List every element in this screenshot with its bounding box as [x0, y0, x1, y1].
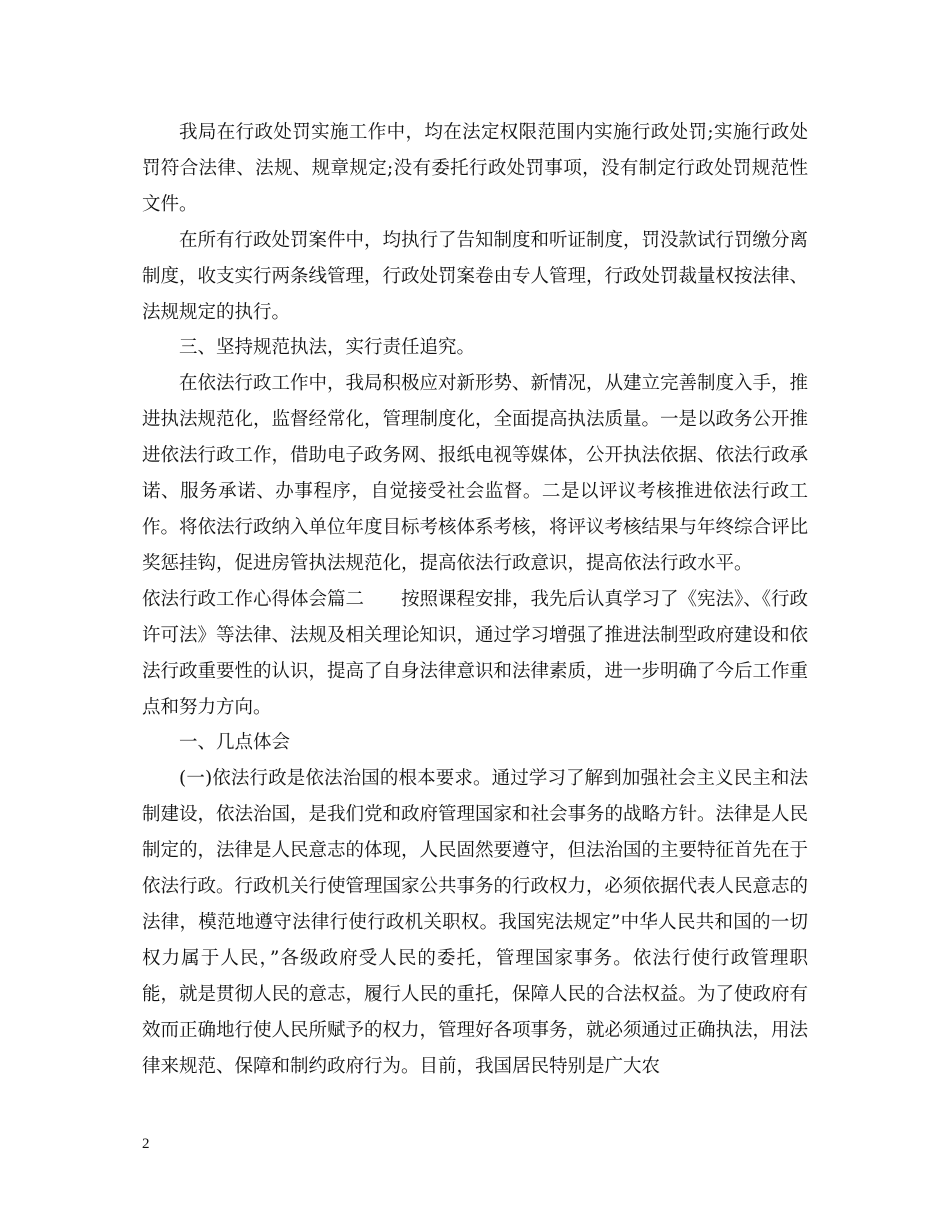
paragraph-2: 在所有行政处罚案件中，均执行了告知制度和听证制度，罚没款试行罚缴分离制度，收支实行两条线管理，行政处罚案卷由专人管理，行政处罚裁量权按法律、法规规定的执行。 [142, 229, 809, 323]
document-body [142, 115, 808, 1084]
page-number: 2 [142, 1136, 150, 1152]
paragraph-1: 我局在行政处罚实施工作中，均在法定权限范围内实施行政处罚;实施行政处罚符合法律、法规、规章规定;没有委托行政处罚事项，没有制定行政处罚规范性文件。 [142, 122, 808, 215]
paragraph-7: (一)依法行政是依法治国的根本要求。通过学习了解到加强社会主义民主和法制建设，依法治国，是我们党和政府管理国家和社会事务的战略方针。法律是人民制定的，法律是人民意志的体现，人民固然要遵守，但法治国的主要特征首先在于依法行政。行政机关行使管理国家公共事务的行政权力，必须依据代表人民意志的法律，模范地遵守法律行使行政机关职权。我国宪法规定”中华人民共和国的一切权力属于人民，”各级政府受人民的委托，管理国家事务。依法行使行政管理职能，就是贯彻人民的意志，履行人民的重托，保障人民的合法权益。为了使政府有效而正确地行使人民所赋予的权力，管理好各项事务，就必须通过正确执法，用法律来规范、保障和制约政府行为。目前，我国居民特别是广大农 [142, 768, 809, 1077]
paragraph-4: 在依法行政工作中，我局积极应对新形势、新情况，从建立完善制度入手，推进执法规范化，监督经常化，管理制度化，全面提高执法质量。一是以政务公开推进依法行政工作，借助电子政务网、报纸电视等媒体，公开执法依据、依法行政承诺、服务承诺、办事程序，自觉接受社会监督。二是以评议考核推进依法行政工作。将依法行政纳入单位年度目标考核体系考核，将评议考核结果与年终综合评比奖惩挂钩，促进房管执法规范化，提高依法行政意识，提高依法行政水平。 [142, 373, 809, 574]
article-title-paragraph: 依法行政工作心得体会篇二 按照课程安排，我先后认真学习了《宪法》、《行政许可法》等法律、法规及相关理论知识，通过学习增强了推进法制型政府建设和依法行政重要性的认识，提高了自身法律意识和法律素质，进一步明确了今后工作重点和努力方向。 [142, 588, 809, 718]
section-heading-3: 三、坚持规范执法，实行责任追究。 [179, 337, 476, 359]
section-heading-1: 一、几点体会 [179, 732, 291, 754]
